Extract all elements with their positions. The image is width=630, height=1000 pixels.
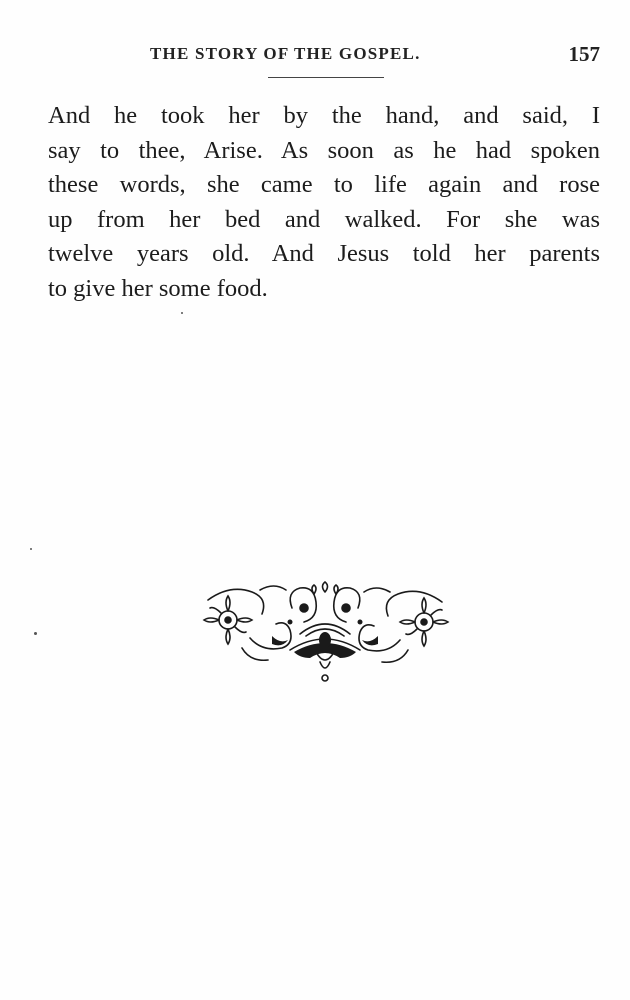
print-speck [30,548,32,550]
text-line: these words, she came to life again and rose [48,171,600,198]
page-number: 157 [568,42,600,66]
text-line: And he took her by the hand, and said, I [48,102,600,129]
print-speck [181,312,183,314]
body-paragraph [48,99,600,306]
print-speck [34,632,37,635]
running-title: THE STORY OF THE GOSPEL. [150,44,421,63]
text-line: say to thee, Arise. As soon as he had spoken [48,136,600,164]
text-line: to give her some food. [48,274,268,302]
text-line: twelve years old. And Jesus told her parents [48,240,600,267]
text-line: up from her bed and walked. For she was [48,205,600,233]
header-rule [268,77,384,78]
floral-tailpiece-ornament-icon [190,578,460,684]
